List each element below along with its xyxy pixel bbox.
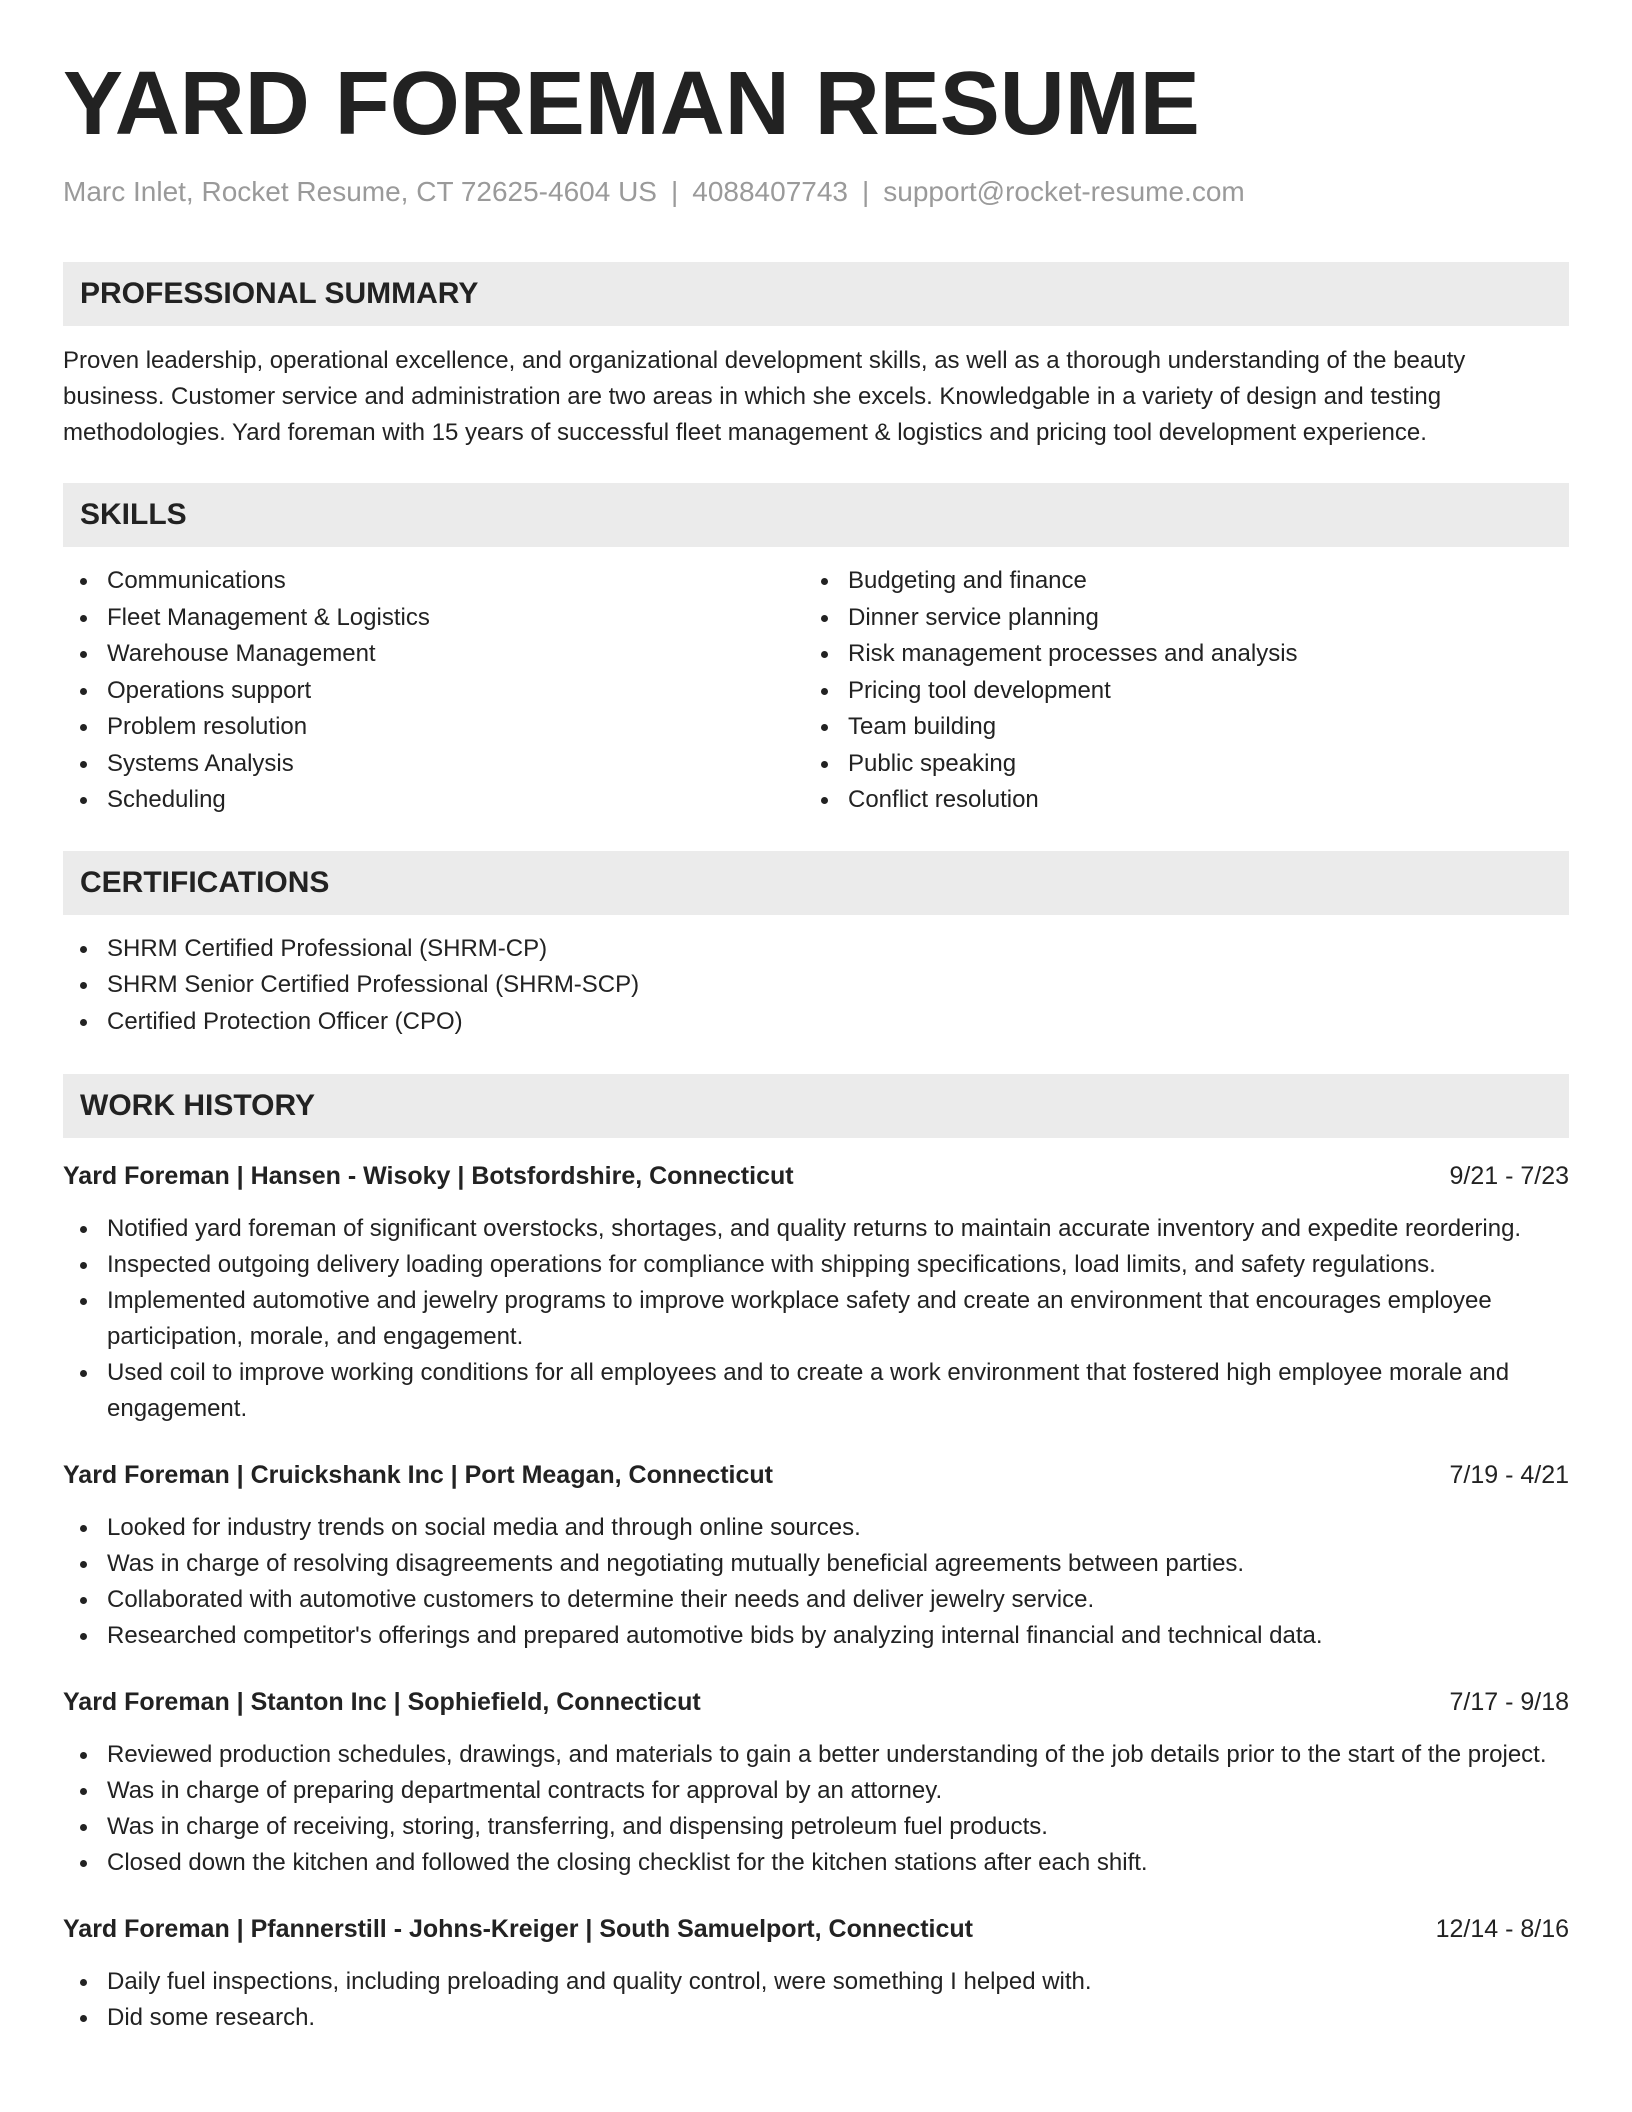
job-bullet: Closed down the kitchen and followed the closing checklist for the kitchen stations after each shift. <box>63 1845 1569 1881</box>
job-bullet: Was in charge of preparing departmental contracts for approval by an attorney. <box>63 1773 1569 1809</box>
job-entry <box>63 1911 1569 2036</box>
job-bullet: Was in charge of resolving disagreements and negotiating mutually beneficial agreements between parties. <box>63 1546 1569 1582</box>
skill-item: Fleet Management & Logistics <box>63 600 804 637</box>
job-title: Yard Foreman | Cruickshank Inc | Port Meagan, Connecticut <box>63 1461 773 1489</box>
contact-address: Marc Inlet, Rocket Resume, CT 72625-4604 US <box>63 176 657 207</box>
job-header <box>63 1911 1569 1947</box>
skill-item: Public speaking <box>804 746 1545 783</box>
job-header <box>63 1158 1569 1194</box>
contact-email: support@rocket-resume.com <box>883 176 1245 207</box>
skill-item: Risk management processes and analysis <box>804 636 1545 673</box>
contact-line <box>63 174 1569 210</box>
job-bullet: Researched competitor's offerings and prepared automotive bids by analyzing internal financial and technical data. <box>63 1618 1569 1654</box>
job-header <box>63 1684 1569 1720</box>
job-entry <box>63 1457 1569 1654</box>
section-heading-work-history: WORK HISTORY <box>63 1074 1569 1138</box>
job-entry <box>63 1684 1569 1881</box>
job-bullet: Notified yard foreman of significant overstocks, shortages, and quality returns to maintain accurate inventory and expedite reordering. <box>63 1211 1569 1247</box>
section-heading-summary: PROFESSIONAL SUMMARY <box>63 262 1569 326</box>
section-heading-skills: SKILLS <box>63 483 1569 547</box>
job-title: Yard Foreman | Hansen - Wisoky | Botsfordshire, Connecticut <box>63 1162 794 1190</box>
skill-item: Budgeting and finance <box>804 563 1545 600</box>
certification-item: SHRM Certified Professional (SHRM-CP) <box>63 931 1569 968</box>
job-entry <box>63 1158 1569 1427</box>
skill-item: Systems Analysis <box>63 746 804 783</box>
job-bullet: Implemented automotive and jewelry programs to improve workplace safety and create an environment that encourages employee participation, morale, and engagement. <box>63 1283 1569 1355</box>
job-bullet: Daily fuel inspections, including preloading and quality control, were something I helped with. <box>63 1964 1569 2000</box>
skill-item: Pricing tool development <box>804 673 1545 710</box>
skill-item: Team building <box>804 709 1545 746</box>
job-bullet: Collaborated with automotive customers to determine their needs and deliver jewelry service. <box>63 1582 1569 1618</box>
skills-column-left <box>63 563 804 819</box>
job-bullets <box>63 1737 1569 1881</box>
skill-item: Problem resolution <box>63 709 804 746</box>
job-title: Yard Foreman | Pfannerstill - Johns-Kreiger | South Samuelport, Connecticut <box>63 1915 973 1943</box>
job-bullets <box>63 1510 1569 1654</box>
job-dates: 7/19 - 4/21 <box>1449 1461 1569 1489</box>
skills-column-right <box>804 563 1545 819</box>
job-bullet: Did some research. <box>63 2000 1569 2036</box>
job-bullet: Used coil to improve working conditions for all employees and to create a work environment that fostered high employee morale and engagement. <box>63 1355 1569 1427</box>
job-bullet: Reviewed production schedules, drawings, and materials to gain a better understanding of the job details prior to the start of the project. <box>63 1737 1569 1773</box>
section-heading-certifications: CERTIFICATIONS <box>63 851 1569 915</box>
summary-text: Proven leadership, operational excellence, and organizational development skills, as well as a thorough understanding of the beauty business. Customer service and administration are two areas in which she excels. Knowledgable in a variety of design and testing methodologies. Yard foreman with 15 years of successful fleet management & logistics and pricing tool development experience. <box>63 347 1466 446</box>
certification-item: SHRM Senior Certified Professional (SHRM-SCP) <box>63 967 1569 1004</box>
job-dates: 7/17 - 9/18 <box>1449 1688 1569 1716</box>
job-bullets <box>63 1964 1569 2036</box>
skill-item: Warehouse Management <box>63 636 804 673</box>
job-dates: 9/21 - 7/23 <box>1449 1162 1569 1190</box>
job-dates: 12/14 - 8/16 <box>1435 1915 1569 1943</box>
contact-phone: 4088407743 <box>692 176 848 207</box>
job-bullets <box>63 1211 1569 1427</box>
resume-title: YARD FOREMAN RESUME <box>63 54 1200 154</box>
certification-item: Certified Protection Officer (CPO) <box>63 1004 1569 1041</box>
job-header <box>63 1457 1569 1493</box>
certifications-list <box>63 931 1569 1041</box>
skills-list <box>63 563 1569 819</box>
job-title: Yard Foreman | Stanton Inc | Sophiefield, Connecticut <box>63 1688 701 1716</box>
job-bullet: Inspected outgoing delivery loading operations for compliance with shipping specifications, load limits, and safety regulations. <box>63 1247 1569 1283</box>
job-bullet: Looked for industry trends on social media and through online sources. <box>63 1510 1569 1546</box>
skill-item: Scheduling <box>63 782 804 819</box>
skill-item: Conflict resolution <box>804 782 1545 819</box>
skill-item: Communications <box>63 563 804 600</box>
contact-separator: | <box>862 176 870 207</box>
skill-item: Dinner service planning <box>804 600 1545 637</box>
contact-separator: | <box>670 176 679 207</box>
job-bullet: Was in charge of receiving, storing, transferring, and dispensing petroleum fuel products. <box>63 1809 1569 1845</box>
skill-item: Operations support <box>63 673 804 710</box>
